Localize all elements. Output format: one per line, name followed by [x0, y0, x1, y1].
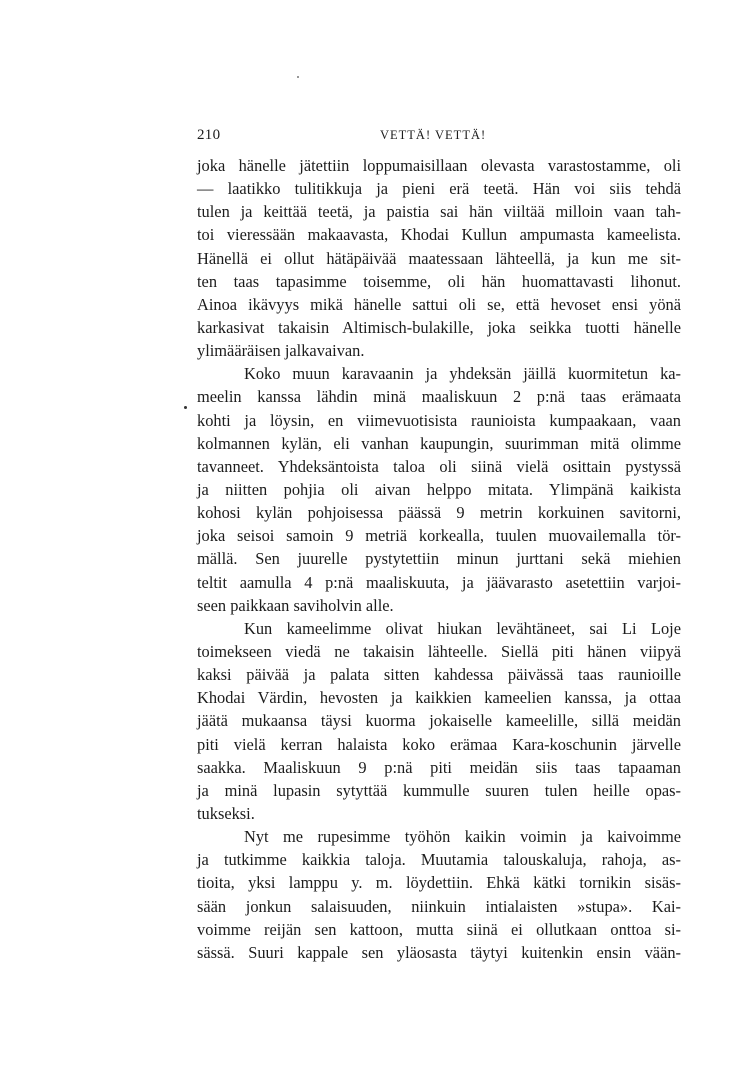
- text-line: meelin kanssa lähdin minä maaliskuun 2 p:nä taas erämaata: [197, 387, 681, 407]
- text-line: karkasivat takaisin Altimisch-bulakille, joka seikka tuotti hänelle: [197, 317, 681, 337]
- text-line: seen paikkaan saviholvin alle.: [197, 595, 394, 615]
- text-line: ten taas tapasimme toisemme, oli hän huomattavasti lihonut.: [197, 271, 681, 291]
- text-line: voimme reijän sen kattoon, mutta siinä ei ollutkaan onttoa si-: [197, 919, 681, 939]
- text-line: tukseksi.: [197, 803, 255, 823]
- text-line: joka hänelle jätettiin loppumaisillaan olevasta varastostamme, oli: [197, 156, 681, 175]
- page-number: 210: [197, 127, 221, 143]
- text-line: tioita, yksi lamppu y. m. löydettiin. Ehkä kätki tornikin sisäs-: [197, 873, 681, 893]
- text-line: Nyt me rupesimme työhön kaikin voimin ja kaivoimme: [244, 827, 681, 847]
- page-header: [197, 127, 685, 149]
- text-line: Ainoa ikävyys mikä hänelle sattui oli se, että hevoset ensi yönä: [197, 294, 681, 314]
- text-line: — laatikko tulitikkuja ja pieni erä teetä. Hän voi siis tehdä: [197, 179, 681, 199]
- text-line: saakka. Maaliskuun 9 p:nä piti meidän siis taas tapaaman: [197, 757, 681, 777]
- text-line: Khodai Värdin, hevosten ja kaikkien kameelien kanssa, ja ottaa: [197, 688, 681, 708]
- text-line: piti vielä kerran halaista koko erämaa Kara-koschunin järvelle: [197, 734, 681, 754]
- text-line: tavanneet. Yhdeksäntoista taloa oli siinä vielä osittain pystyssä: [197, 456, 681, 476]
- text-line: kohti ja löysin, en viimevuotisista raunioista kumpaakaan, vaan: [197, 410, 681, 430]
- text-line: teltit aamulla 4 p:nä maaliskuuta, ja jäävarasto asetettiin varjoi-: [197, 572, 681, 592]
- text-line: sässä. Suuri kappale sen yläosasta täytyi kuitenkin ensin vään-: [197, 942, 681, 962]
- text-line: jäätä mukaansa täysi kuorma jokaiselle kameelille, sillä meidän: [197, 711, 681, 731]
- paper-speck: [297, 76, 299, 78]
- text-line: mällä. Sen juurelle pystytettiin minun jurttani sekä miehien: [197, 549, 681, 569]
- text-line: Hänellä ei ollut hätäpäivää maatessaan lähteellä, ja kun me sit-: [197, 248, 681, 268]
- running-title: VETTÄ! VETTÄ!: [380, 128, 487, 142]
- text-line: kolmannen kylän, eli vanhan kaupungin, suurimman mitä olimme: [197, 433, 681, 453]
- text-line: ylimääräisen jalkavaivan.: [197, 341, 365, 361]
- text-line: ja minä lupasin sytyttää kummulle suuren tulen heille opas-: [197, 780, 681, 800]
- text-line: sään jonkun salaisuuden, niinkuin intialaisten »stupa». Kai-: [197, 896, 681, 916]
- text-line: tulen ja keittää teetä, ja paistia sai hän viiltää milloin vaan tah-: [197, 202, 681, 222]
- text-line: joka seisoi samoin 9 metriä korkealla, tuulen muovailemalla tör-: [197, 526, 681, 546]
- body-text: [197, 154, 681, 964]
- text-line: ja niitten pohjia oli aivan helppo mitata. Ylimpänä kaikista: [197, 479, 681, 499]
- text-line: toi vieressään makaavasta, Khodai Kullun ampumasta kameelista.: [197, 225, 681, 245]
- text-line: kohosi kylän pohjoisessa päässä 9 metrin korkuinen savitorni,: [197, 503, 681, 523]
- text-line: ja tutkimme kaikkia taloja. Muutamia talouskaluja, rahoja, as-: [197, 850, 681, 870]
- text-line: kaksi päivää ja palata sitten kahdessa päivässä taas raunioille: [197, 665, 681, 685]
- text-line: Kun kameelimme olivat hiukan levähtäneet, sai Li Loje: [244, 618, 681, 638]
- margin-mark: [184, 406, 187, 409]
- text-line: Koko muun karavaanin ja yhdeksän jäillä kuormitetun ka-: [244, 364, 681, 384]
- text-line: toimekseen viedä ne takaisin lähteelle. Siellä piti hänen viipyä: [197, 641, 681, 661]
